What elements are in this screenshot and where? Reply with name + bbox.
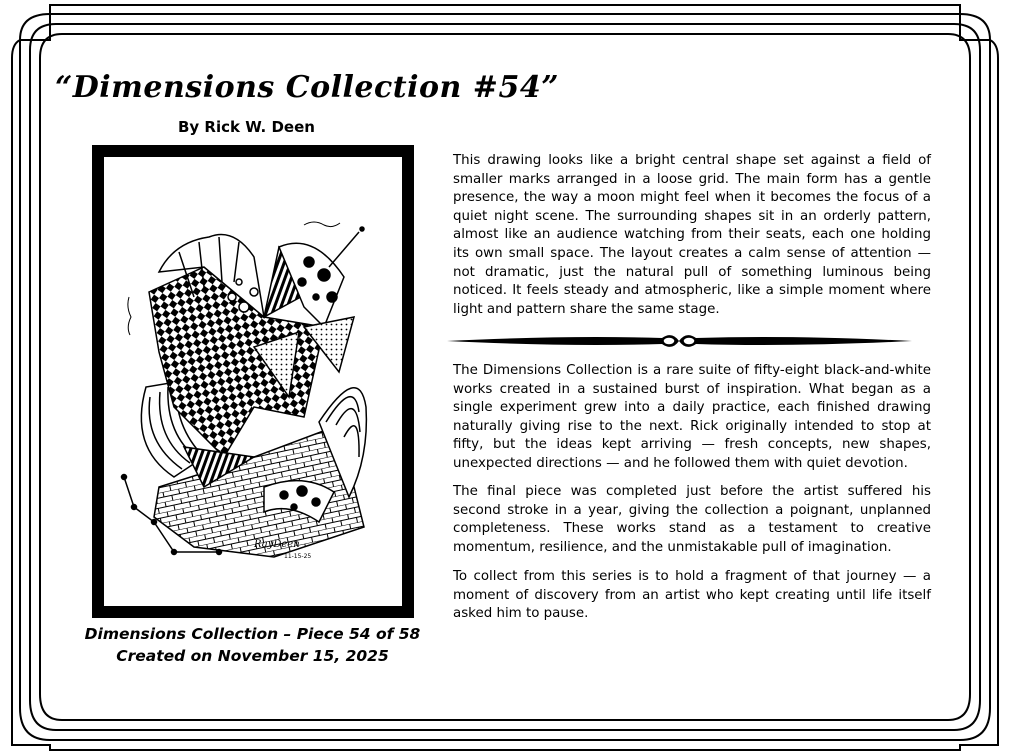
description-block [453, 152, 931, 319]
artwork-description: This drawing looks like a bright central shape set against a field of smaller marks arranged in a loose grid. The main form has a gentle presence, the way a moon might feel when it becomes the focus of a quiet night scene. The surrounding shapes sit in an orderly pattern, almost like an audience watching from their seats, each one holding its own small space. The layout creates a calm sense of attention — not dramatic, just the natural pull of something luminous being noticed. It feels steady and atmospheric, like a simple moment where light and pattern share the same stage. [453, 153, 931, 317]
artwork-canvas [104, 157, 402, 606]
artwork-date-mark: 11-15-25 [284, 553, 312, 560]
about-block-1 [453, 362, 931, 474]
page-title: “Dimensions Collection #54” [55, 70, 559, 105]
artwork-caption [60, 623, 445, 667]
about-paragraph: The Dimensions Collection is a rare suite of fifty-eight black-and-white works created in a sustained burst of inspiration. What began as a single experiment grew into a daily practice, each finished drawing naturally giving rise to the next. Rick originally intended to stop at fifty, but the ideas kept arriving — fresh concepts, new shapes, unexpected directions — and he followed them with quiet devotion. [453, 363, 931, 471]
about-block-3 [453, 568, 931, 624]
caption-date-line: Created on November 15, 2025 [116, 647, 389, 665]
ornamental-divider [447, 329, 912, 353]
artwork-frame [92, 145, 414, 618]
artist-byline: By Rick W. Deen [178, 118, 315, 136]
caption-piece-line: Dimensions Collection – Piece 54 of 58 [84, 625, 421, 643]
about-block-2 [453, 483, 931, 557]
artwork-signature: RayDeen [254, 539, 300, 550]
about-paragraph: To collect from this series is to hold a fragment of that journey — a moment of discovery from an artist who kept creating until life itself asked him to pause. [453, 569, 931, 622]
artwork-drawing [104, 157, 402, 606]
about-paragraph: The final piece was completed just before the artist suffered his second stroke in a year, giving the collection a poignant, unplanned completeness. These works stand as a testament to creative momentum, resilience, and the unmistakable pull of imagination. [453, 484, 931, 555]
